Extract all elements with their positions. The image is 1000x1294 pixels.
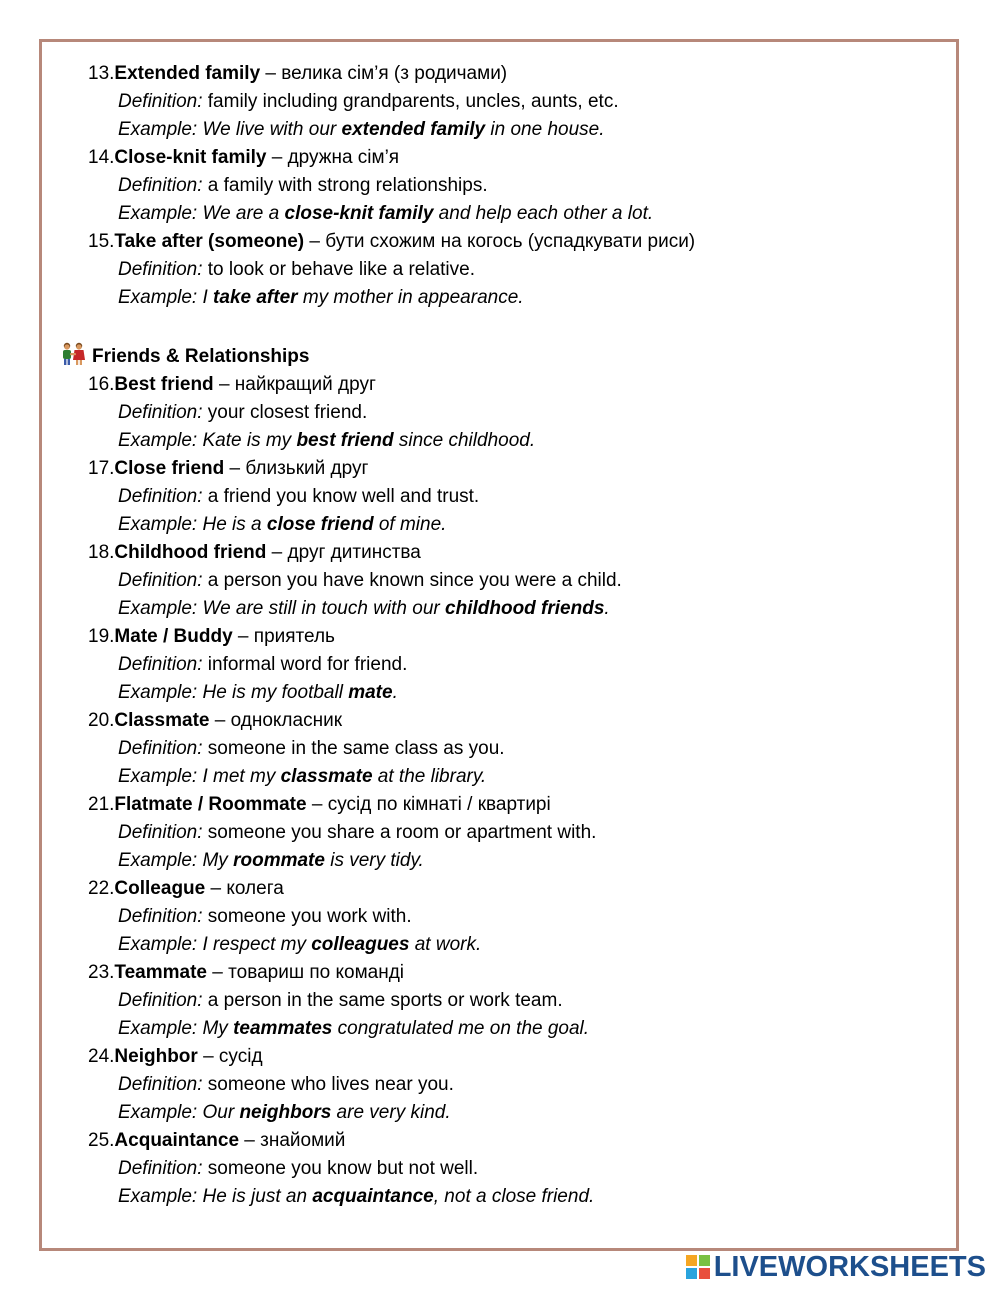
entry-heading xyxy=(60,791,940,819)
entry-translation: – однокласник xyxy=(209,710,343,731)
example-text-before: Example: Kate is my xyxy=(118,430,297,451)
entry-example xyxy=(60,427,940,455)
example-text-before: Example: My xyxy=(118,850,234,871)
definition-text: a friend you know well and trust. xyxy=(202,486,480,507)
example-highlight: close friend xyxy=(266,514,374,535)
example-highlight: acquaintance xyxy=(312,1186,434,1207)
example-text-before: Example: He is just an xyxy=(118,1186,313,1207)
entry-number: 17. xyxy=(88,458,115,479)
definition-label: Definition: xyxy=(118,91,203,112)
entry-example xyxy=(60,116,940,144)
example-text-after: my mother in appearance. xyxy=(297,287,524,308)
entry-number: 20. xyxy=(88,710,115,731)
entry-translation: – приятель xyxy=(232,626,335,647)
example-highlight: classmate xyxy=(280,766,373,787)
definition-text: a family with strong relationships. xyxy=(202,175,488,196)
example-text-after: at work. xyxy=(409,934,482,955)
example-text-after: congratulated me on the goal. xyxy=(332,1018,590,1039)
definition-text: someone you know but not well. xyxy=(202,1158,479,1179)
entry-term: Close friend xyxy=(114,458,225,479)
example-text-after: in one house. xyxy=(485,119,605,140)
entry-number: 23. xyxy=(88,962,115,983)
entry-number: 14. xyxy=(88,147,115,168)
entry-heading xyxy=(60,1127,940,1155)
definition-text: to look or behave like a relative. xyxy=(202,259,475,280)
example-text-after: since childhood. xyxy=(393,430,536,451)
definition-text: informal word for friend. xyxy=(202,654,408,675)
entry-term: Best friend xyxy=(114,374,214,395)
example-highlight: childhood friends xyxy=(445,598,605,619)
vocabulary-list-family xyxy=(60,60,940,312)
entry-example xyxy=(60,200,940,228)
entry-term: Flatmate / Roommate xyxy=(114,794,307,815)
entry-number: 15. xyxy=(88,231,115,252)
example-highlight: colleagues xyxy=(311,934,410,955)
entry-term: Take after (someone) xyxy=(114,231,305,252)
entry-heading xyxy=(60,228,940,256)
entry-example xyxy=(60,1183,940,1211)
example-text-before: Example: I xyxy=(118,287,214,308)
vocabulary-entry xyxy=(60,228,940,312)
entry-example xyxy=(60,284,940,312)
entry-heading xyxy=(60,60,940,88)
entry-translation: – сусід xyxy=(197,1046,263,1067)
liveworksheets-logo xyxy=(686,1250,986,1284)
entry-translation: – близький друг xyxy=(224,458,369,479)
entry-example xyxy=(60,763,940,791)
entry-heading xyxy=(60,371,940,399)
example-text-after: are very kind. xyxy=(331,1102,451,1123)
vocabulary-entry xyxy=(60,144,940,228)
example-highlight: extended family xyxy=(341,119,486,140)
definition-text: a person you have known since you were a child. xyxy=(202,570,622,591)
definition-text: someone you work with. xyxy=(202,906,412,927)
entry-heading xyxy=(60,707,940,735)
example-text-after: , not a close friend. xyxy=(433,1186,595,1207)
definition-label: Definition: xyxy=(118,570,203,591)
entry-example xyxy=(60,931,940,959)
vocabulary-entry xyxy=(60,1043,940,1127)
section-title: Friends & Relationships xyxy=(92,346,310,367)
entry-translation: – бути схожим на когось (успадкувати риси) xyxy=(304,231,696,252)
entry-definition xyxy=(60,735,940,763)
entry-heading xyxy=(60,875,940,903)
example-highlight: teammates xyxy=(233,1018,333,1039)
entry-translation: – дружна сім’я xyxy=(266,147,400,168)
example-text-before: Example: Our xyxy=(118,1102,240,1123)
definition-label: Definition: xyxy=(118,990,203,1011)
entry-number: 16. xyxy=(88,374,115,395)
example-text-after: and help each other a lot. xyxy=(433,203,654,224)
section-heading xyxy=(60,342,940,371)
definition-label: Definition: xyxy=(118,486,203,507)
entry-definition xyxy=(60,483,940,511)
entry-definition xyxy=(60,567,940,595)
entry-number: 13. xyxy=(88,63,115,84)
entry-definition xyxy=(60,651,940,679)
definition-label: Definition: xyxy=(118,1158,203,1179)
example-text-before: Example: I met my xyxy=(118,766,281,787)
entry-definition xyxy=(60,172,940,200)
entry-number: 22. xyxy=(88,878,115,899)
example-text-before: Example: He is a xyxy=(118,514,267,535)
entry-translation: – товариш по команді xyxy=(207,962,405,983)
entry-heading xyxy=(60,144,940,172)
entry-term: Close-knit family xyxy=(114,147,267,168)
example-text-after: . xyxy=(604,598,610,619)
entry-definition xyxy=(60,399,940,427)
entry-number: 19. xyxy=(88,626,115,647)
vocabulary-entry xyxy=(60,1127,940,1211)
vocabulary-entry xyxy=(60,707,940,791)
example-text-before: Example: I respect my xyxy=(118,934,312,955)
definition-label: Definition: xyxy=(118,654,203,675)
example-highlight: neighbors xyxy=(239,1102,332,1123)
vocabulary-entry xyxy=(60,623,940,707)
entry-translation: – найкращий друг xyxy=(213,374,376,395)
entry-translation: – сусід по кімнаті / квартирі xyxy=(306,794,551,815)
entry-heading xyxy=(60,1043,940,1071)
entry-term: Classmate xyxy=(114,710,210,731)
definition-text: someone you share a room or apartment with. xyxy=(202,822,597,843)
people-holding-hands-icon xyxy=(60,342,86,366)
definition-label: Definition: xyxy=(118,175,203,196)
example-text-after: is very tidy. xyxy=(324,850,424,871)
entry-term: Colleague xyxy=(114,878,206,899)
example-text-before: Example: We are a xyxy=(118,203,285,224)
example-text-before: Example: My xyxy=(118,1018,234,1039)
example-text-before: Example: We live with our xyxy=(118,119,342,140)
entry-translation: – друг дитинства xyxy=(266,542,421,563)
vocabulary-entry xyxy=(60,60,940,144)
definition-label: Definition: xyxy=(118,259,203,280)
entry-definition xyxy=(60,987,940,1015)
entry-number: 21. xyxy=(88,794,115,815)
definition-text: someone who lives near you. xyxy=(202,1074,454,1095)
definition-label: Definition: xyxy=(118,906,203,927)
definition-text: family including grandparents, uncles, aunts, etc. xyxy=(202,91,619,112)
entry-translation: – колега xyxy=(205,878,284,899)
entry-definition xyxy=(60,1071,940,1099)
vocabulary-entry xyxy=(60,959,940,1043)
entry-term: Extended family xyxy=(114,63,261,84)
vocabulary-entry xyxy=(60,875,940,959)
example-text-before: Example: We are still in touch with our xyxy=(118,598,446,619)
logo-blocks-icon xyxy=(686,1255,710,1279)
logo-text: LIVEWORKSHEETS xyxy=(713,1250,986,1283)
example-text-before: Example: He is my football xyxy=(118,682,349,703)
entry-number: 24. xyxy=(88,1046,115,1067)
entry-heading xyxy=(60,455,940,483)
vocabulary-list-friends xyxy=(60,371,940,1211)
entry-definition xyxy=(60,819,940,847)
worksheet-content xyxy=(60,60,940,1211)
entry-term: Teammate xyxy=(114,962,208,983)
entry-definition xyxy=(60,88,940,116)
vocabulary-entry xyxy=(60,791,940,875)
entry-term: Acquaintance xyxy=(114,1130,240,1151)
definition-text: a person in the same sports or work team. xyxy=(202,990,563,1011)
vocabulary-entry xyxy=(60,455,940,539)
entry-example xyxy=(60,1099,940,1127)
example-text-after: at the library. xyxy=(372,766,487,787)
example-highlight: close-knit family xyxy=(284,203,434,224)
definition-text: someone in the same class as you. xyxy=(202,738,505,759)
entry-example xyxy=(60,595,940,623)
entry-term: Childhood friend xyxy=(114,542,267,563)
definition-label: Definition: xyxy=(118,738,203,759)
entry-heading xyxy=(60,623,940,651)
example-text-after: of mine. xyxy=(373,514,447,535)
entry-translation: – велика сім’я (з родичами) xyxy=(260,63,508,84)
example-highlight: best friend xyxy=(296,430,394,451)
definition-label: Definition: xyxy=(118,1074,203,1095)
definition-label: Definition: xyxy=(118,402,203,423)
entry-definition xyxy=(60,1155,940,1183)
example-text-after: . xyxy=(392,682,398,703)
entry-definition xyxy=(60,256,940,284)
vocabulary-entry xyxy=(60,371,940,455)
entry-number: 18. xyxy=(88,542,115,563)
entry-example xyxy=(60,679,940,707)
definition-text: your closest friend. xyxy=(202,402,368,423)
example-highlight: mate xyxy=(348,682,393,703)
example-highlight: roommate xyxy=(233,850,325,871)
definition-label: Definition: xyxy=(118,822,203,843)
entry-number: 25. xyxy=(88,1130,115,1151)
example-highlight: take after xyxy=(213,287,298,308)
entry-translation: – знайомий xyxy=(239,1130,346,1151)
vocabulary-entry xyxy=(60,539,940,623)
entry-heading xyxy=(60,959,940,987)
entry-heading xyxy=(60,539,940,567)
entry-term: Neighbor xyxy=(114,1046,198,1067)
entry-example xyxy=(60,847,940,875)
entry-example xyxy=(60,1015,940,1043)
entry-example xyxy=(60,511,940,539)
entry-term: Mate / Buddy xyxy=(114,626,233,647)
entry-definition xyxy=(60,903,940,931)
